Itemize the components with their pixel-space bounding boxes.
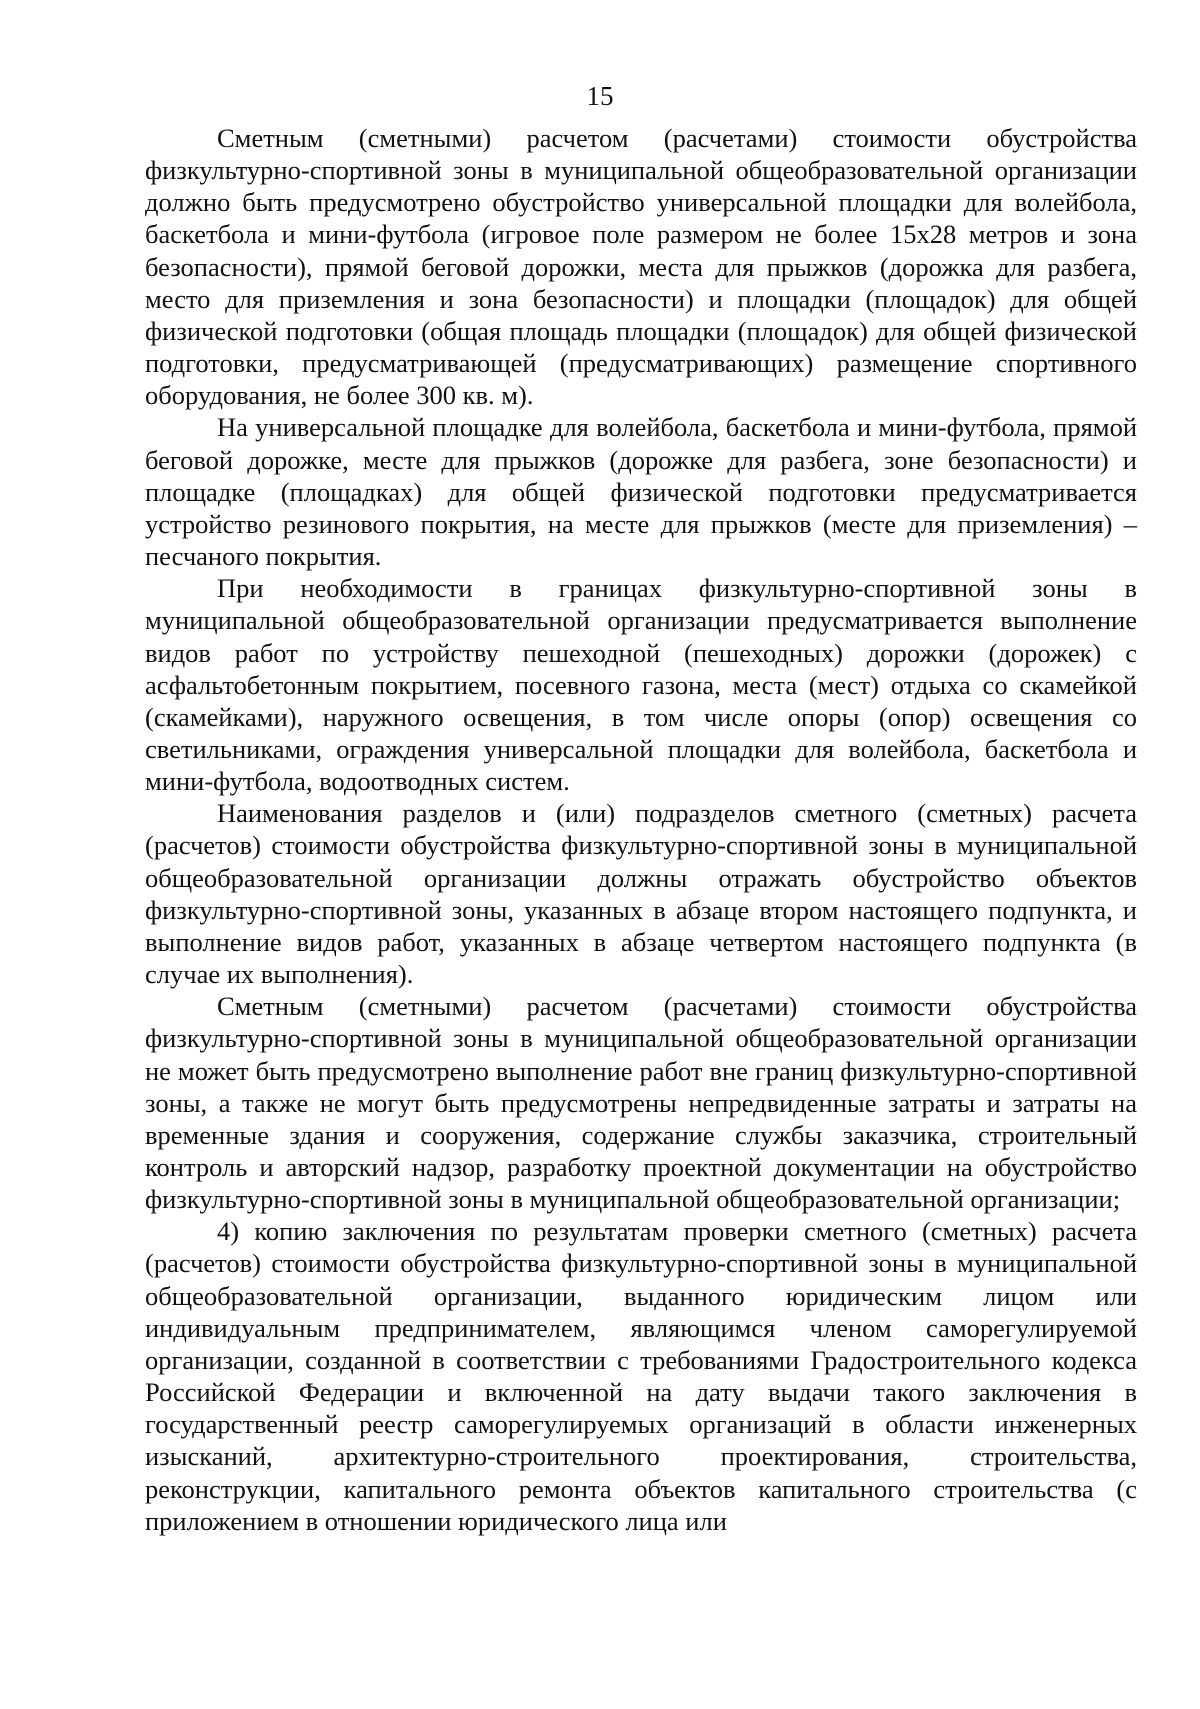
paragraph-additional-works: При необходимости в границах физкультурно-спортивной зоны в муниципальной общеобразовательной организации предусматривается выполнение видов работ по устройству пешеходной (пешеходных) дорожки (дорожек) с асфальтобетонным покрытием, посевного газона, места (мест) отдыха со скамейкой (скамейками), наружного освещения, в том числе опоры (опор) освещения со светильниками, ограждения универсальной площадки для волейбола, баскетбола и мини-футбола, водоотводных систем. bbox=[145, 573, 1137, 797]
document-body bbox=[145, 122, 1137, 1537]
paragraph-item-4: 4) копию заключения по результатам проверки сметного (сметных) расчета (расчетов) стоимости обустройства физкультурно-спортивной зоны в муниципальной общеобразовательной организации, выданного юридическим лицом или индивидуальным предпринимателем, являющимся членом саморегулируемой организации, созданной в соответствии с требованиями Градостроительного кодекса Российской Федерации и включенной на дату выдачи такого заключения в государственный реестр саморегулируемых организаций в области инженерных изысканий, архитектурно-строительного проектирования, строительства, реконструкции, капитального ремонта объектов капитального строительства (с приложением в отношении юридического лица или bbox=[145, 1216, 1137, 1536]
paragraph-estimate-requirements: Сметным (сметными) расчетом (расчетами) стоимости обустройства физкультурно-спортивной зоны в муниципальной общеобразовательной организации должно быть предусмотрено обустройство универсальной площадки для волейбола, баскетбола и мини-футбола (игровое поле размером не более 15x28 метров и зона безопасности), прямой беговой дорожки, места для прыжков (дорожка для разбега, место для приземления и зона безопасности) и площадки (площадок) для общей физической подготовки (общая площадь площадки (площадок) для общей физической подготовки, предусматривающей (предусматривающих) размещение спортивного оборудования, не более 300 кв. м). bbox=[145, 123, 1137, 411]
page-number: 15 bbox=[586, 81, 614, 111]
paragraph-coverings: На универсальной площадке для волейбола, баскетбола и мини-футбола, прямой беговой дорожке, месте для прыжков (дорожке для разбега, зоне безопасности) и площадке (площадках) для общей физической подготовки предусматривается устройство резинового покрытия, на месте для прыжков (месте для приземления) – песчаного покрытия. bbox=[145, 412, 1137, 572]
paragraph-section-names: Наименования разделов и (или) подразделов сметного (сметных) расчета (расчетов) стоимости обустройства физкультурно-спортивной зоны в муниципальной общеобразовательной организации должны отражать обустройство объектов физкультурно-спортивной зоны, указанных в абзаце втором настоящего подпункта, и выполнение видов работ, указанных в абзаце четвертом настоящего подпункта (в случае их выполнения). bbox=[145, 798, 1137, 990]
paragraph-restrictions: Сметным (сметными) расчетом (расчетами) стоимости обустройства физкультурно-спортивной зоны в муниципальной общеобразовательной организации не может быть предусмотрено выполнение работ вне границ физкультурно-спортивной зоны, а также не могут быть предусмотрены непредвиденные затраты и затраты на временные здания и сооружения, содержание службы заказчика, строительный контроль и авторский надзор, разработку проектной документации на обустройство физкультурно-спортивной зоны в муниципальной общеобразовательной организации; bbox=[145, 991, 1137, 1215]
